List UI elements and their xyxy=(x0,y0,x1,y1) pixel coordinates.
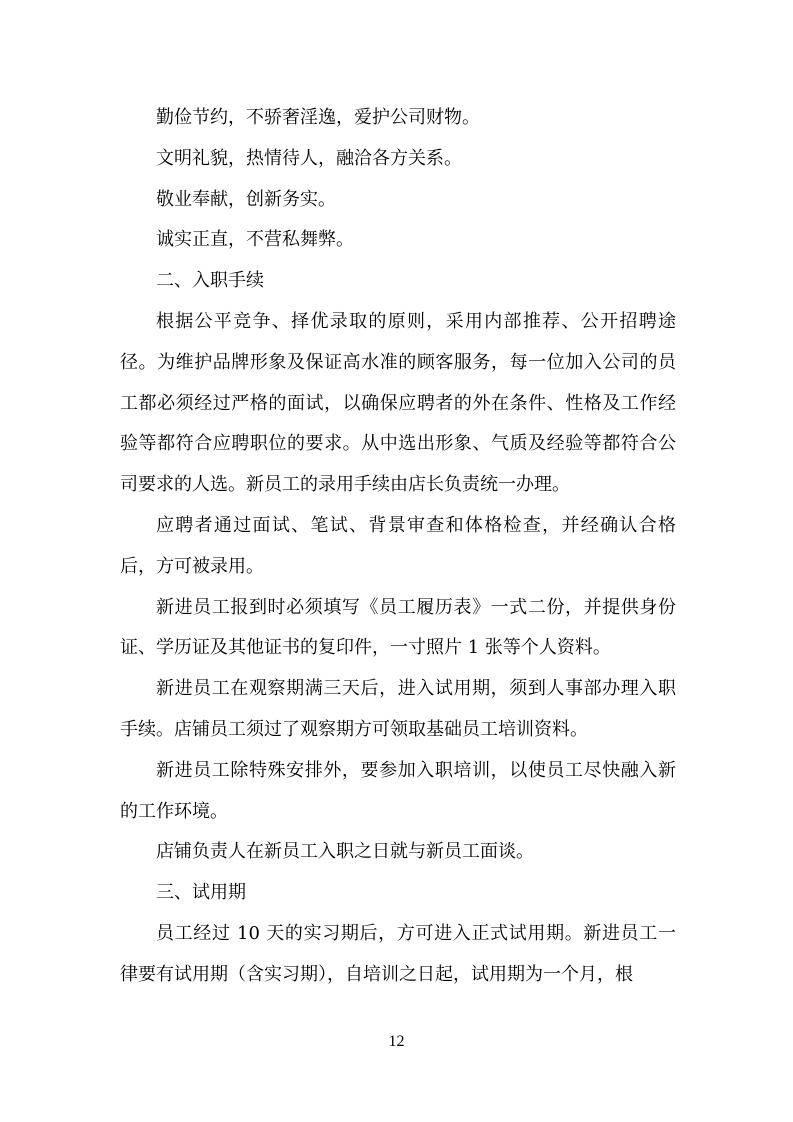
paragraph-line: 文明礼貌，热情待人，融洽各方关系。 xyxy=(156,147,462,169)
paragraph-line: 敬业奉献，创新务实。 xyxy=(156,188,336,210)
paragraph: 店铺负责人在新员工入职之日就与新员工面谈。 xyxy=(156,841,534,863)
paragraph: 新进员工除特殊安排外，要参加入职培训，以使员工尽快融入新的工作环境。 xyxy=(120,759,676,822)
paragraph: 应聘者通过面试、笔试、背景审查和体格检查，并经确认合格后，方可被录用。 xyxy=(120,514,676,577)
paragraph: 新进员工在观察期满三天后，进入试用期，须到人事部办理入职手续。店铺员工须过了观察期方可领取基础员工培训资料。 xyxy=(120,678,676,740)
paragraph-line: 勤俭节约，不骄奢淫逸，爱护公司财物。 xyxy=(156,107,480,128)
paragraph: 员工经过 10 天的实习期后，方可进入正式试用期。新进员工一律要有试用期（含实习期），自培训之日起，试用期为一个月，根 xyxy=(120,922,676,985)
paragraph: 新进员工报到时必须填写《员工履历表》一式二份，并提供身份证、学历证及其他证书的复印件，一寸照片 1 张等个人资料。 xyxy=(120,596,676,659)
section-heading-probation: 三、试用期 xyxy=(156,882,246,904)
document-body xyxy=(120,98,676,996)
paragraph: 根据公平竞争、择优录取的原则，采用内部推荐、公开招聘途径。为维护品牌形象及保证高水准的顾客服务，每一位加入公司的员工都必须经过严格的面试，以确保应聘者的外在条件、性格及工作经验等都符合应聘职位的要求。从中选出形象、气质及经验等都符合公司要求的人选。新员工的录用手续由店长负责统一办理。 xyxy=(120,310,676,496)
page-number: 12 xyxy=(388,1033,405,1050)
paragraph-line: 诚实正直，不营私舞弊。 xyxy=(156,229,354,251)
section-heading-onboarding: 二、入职手续 xyxy=(156,270,264,292)
